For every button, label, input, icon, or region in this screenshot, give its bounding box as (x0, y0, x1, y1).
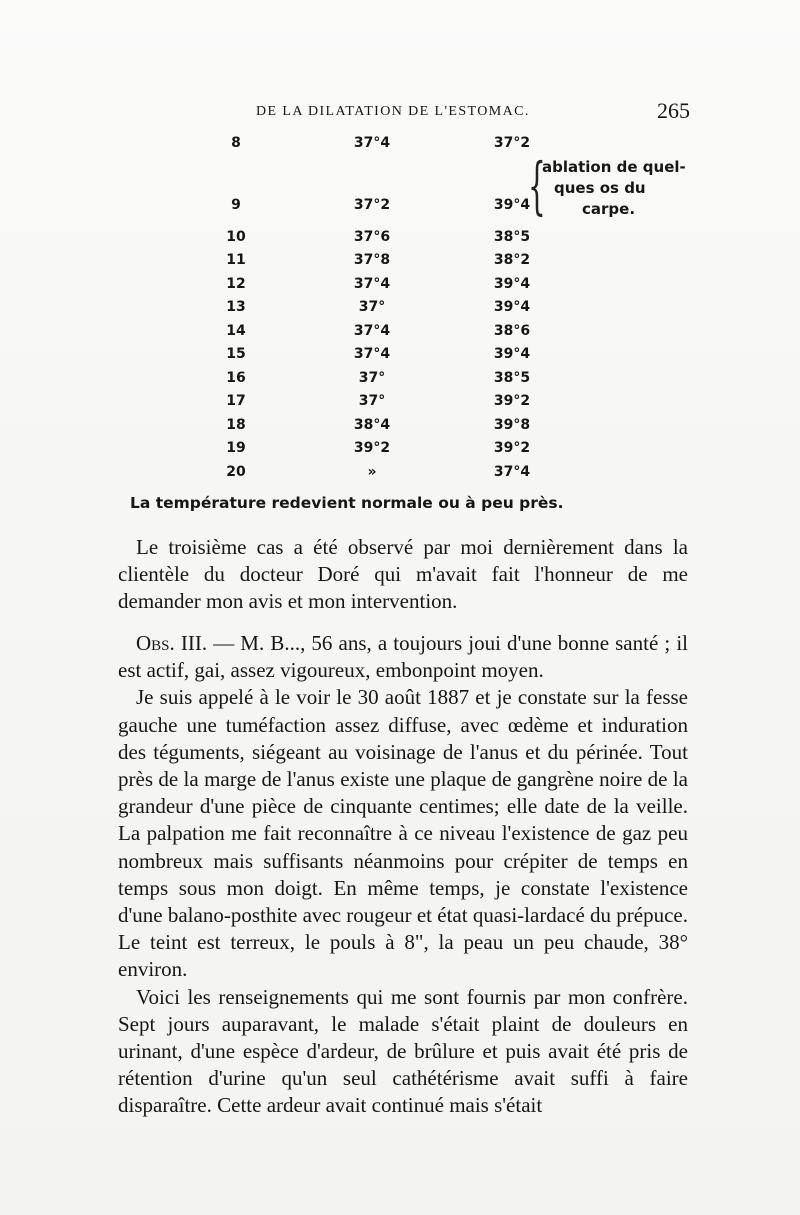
evening-temp-cell: 39°2 (493, 393, 531, 409)
evening-temp-cell: 39°8 (493, 416, 531, 433)
morning-temp-cell: 37° (358, 393, 386, 409)
morning-temp-cell: 39°2 (353, 440, 391, 456)
temperature-table (200, 133, 700, 485)
morning-temp-cell: 37°4 (353, 322, 391, 339)
day-cell: 18 (226, 416, 246, 433)
evening-temp-cell: 38°5 (493, 369, 531, 386)
evening-temp-cell: 37°4 (493, 463, 531, 480)
table-row (200, 415, 700, 439)
morning-temp-cell: 37°4 (353, 275, 391, 292)
day-cell: 13 (226, 299, 246, 315)
evening-temp-cell: 38°2 (493, 252, 531, 268)
evening-temp-cell: 38°5 (493, 228, 531, 245)
evening-temp-cell: 38°6 (493, 322, 531, 339)
table-row (200, 227, 700, 251)
brace-glyph: { (528, 148, 546, 222)
body-text (118, 630, 688, 1120)
morning-temp-cell: 37°2 (353, 196, 391, 213)
morning-temp-cell: » (367, 463, 377, 480)
paragraph: Voici les renseignements qui me sont fournis par mon confrère. Sept jours auparavant, le malade s'était plaint de douleurs en urinant, d'une espèce d'ardeur, de brûlure et puis avait été pris de rétention d'urine qu'un seul cathétérisme avait suffi à faire disparaître. Cette ardeur avait continué mais s'était (118, 984, 688, 1118)
running-head (110, 98, 690, 128)
observation-text: — M. B..., 56 ans, a toujours joui d'une bonne santé ; il est actif, gai, assez vigoureux, embonpoint moyen. (118, 631, 688, 683)
day-cell: 8 (231, 135, 241, 151)
day-cell: 12 (226, 275, 246, 292)
evening-temp-cell: 39°4 (493, 275, 531, 292)
table-note: La température redevient normale ou à peu près. (130, 494, 564, 512)
evening-temp-cell: 39°4 (493, 346, 531, 362)
table-row (200, 297, 700, 321)
remark-note (528, 148, 698, 222)
morning-temp-cell: 37°8 (353, 252, 391, 268)
table-row (200, 274, 700, 298)
remark-line: carpe. (582, 199, 636, 218)
observation-label: Obs. III. (136, 631, 208, 655)
evening-temp-cell: 39°2 (493, 440, 531, 456)
morning-temp-cell: 37°6 (353, 228, 391, 245)
table-row (200, 321, 700, 345)
day-cell: 19 (226, 440, 246, 456)
day-cell: 10 (226, 228, 246, 245)
table-row (200, 462, 700, 486)
morning-temp-cell: 37°4 (353, 346, 391, 362)
running-head-title: DE LA DILATATION DE L'ESTOMAC. (256, 104, 530, 119)
paragraph: Je suis appelé à le voir le 30 août 1887 et je constate sur la fesse gauche une tuméfaction assez diffuse, avec œdème et induration des téguments, siégeant au voisinage de l'anus et du périnée. Tout près de la marge de l'anus existe une plaque de gangrène noire de la grandeur d'une pièce de cinquante centimes; elle date de la veille. La palpation me fait reconnaître à ce niveau l'existence de gaz peu nombreux mais suffisants néanmoins pour crépiter de temps en temps sous mon doigt. En même temps, je constate l'existence d'une balano-posthite avec rougeur et état quasi-lardacé du prépuce. Le teint est terreux, le pouls à 8", la peau un peu chaude, 38° environ. (118, 685, 688, 982)
day-cell: 16 (226, 369, 246, 386)
table-row (200, 438, 700, 462)
paragraph: Le troisième cas a été observé par moi dernièrement dans la clientèle du docteur Doré qui m'avait fait l'honneur de me demander mon avis et mon intervention. (118, 535, 688, 614)
day-cell: 17 (226, 393, 246, 409)
table-row (200, 368, 700, 392)
table-row (200, 148, 700, 227)
day-cell: 15 (226, 346, 246, 362)
morning-temp-cell: 37° (358, 299, 386, 315)
paragraph-observation (118, 630, 688, 684)
evening-temp-cell: 39°4 (493, 196, 531, 213)
day-cell: 20 (226, 463, 246, 480)
page-number: 265 (657, 98, 690, 123)
remark-line: ablation de quel- (542, 157, 686, 176)
morning-temp-cell: 38°4 (353, 416, 391, 433)
evening-temp-cell: 37°2 (493, 135, 531, 151)
table-row (200, 344, 700, 368)
table-row (200, 133, 700, 157)
remark-line: ques os du (554, 178, 646, 197)
morning-temp-cell: 37° (358, 369, 386, 386)
day-cell: 14 (226, 322, 246, 339)
morning-temp-cell: 37°4 (353, 135, 391, 151)
day-cell: 9 (231, 196, 241, 213)
table-row (200, 391, 700, 415)
body-text (118, 534, 688, 616)
table-row (200, 250, 700, 274)
evening-temp-cell: 39°4 (493, 299, 531, 315)
day-cell: 11 (226, 252, 246, 268)
